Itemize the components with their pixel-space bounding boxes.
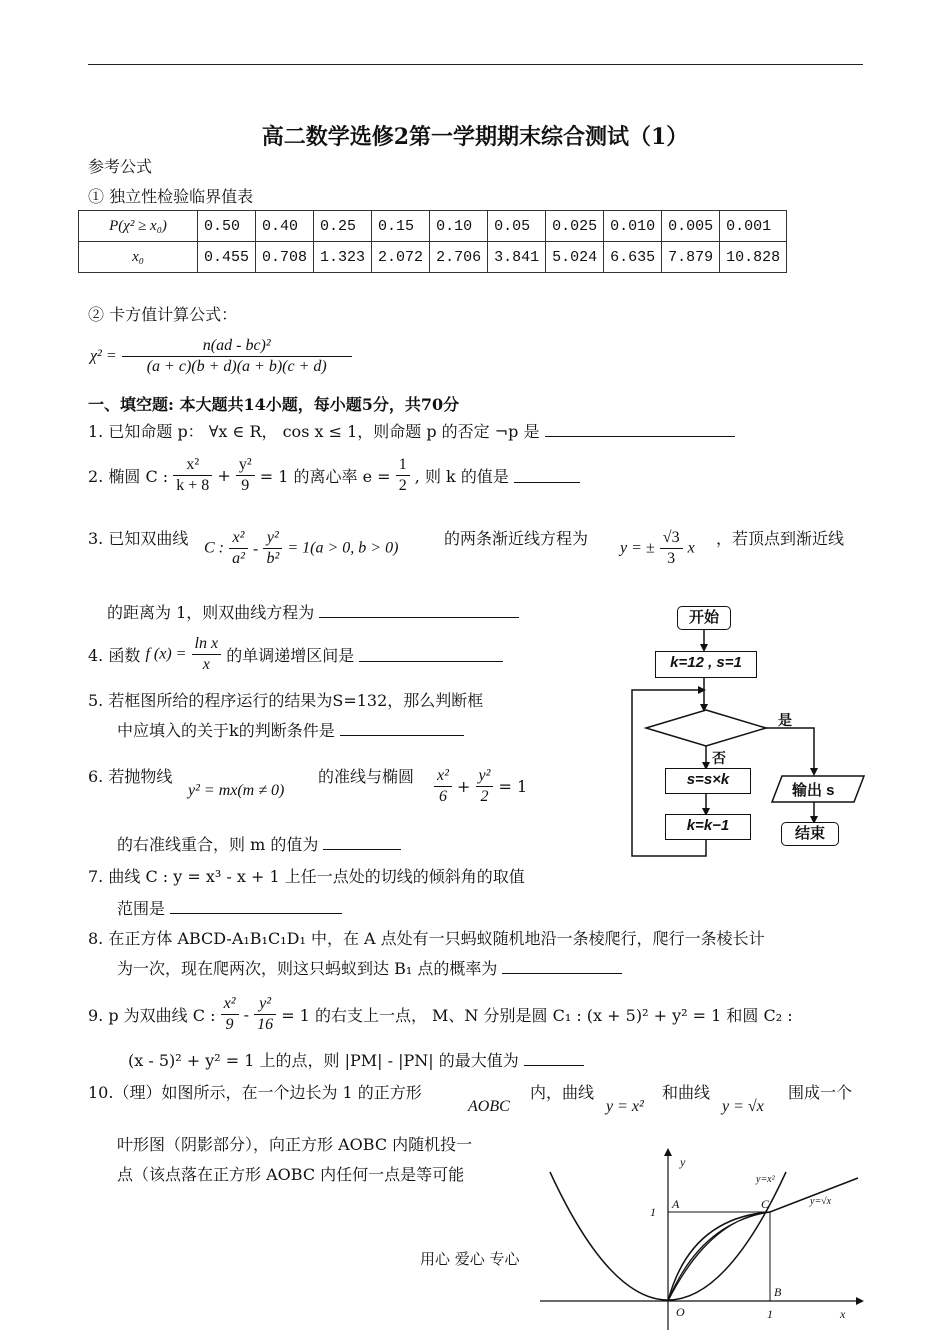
curve-1-eq: y = x² [606, 1098, 644, 1115]
table-cell: 3.841 [488, 242, 546, 273]
answer-blank-2[interactable] [514, 468, 580, 483]
curve-2-eq: y = √x [722, 1098, 764, 1115]
minus-sign: - [252, 539, 259, 558]
graph-point-a: A [672, 1197, 680, 1211]
table-header-x0: x₀ [79, 242, 198, 273]
question-3-prefix: 3. 已知双曲线 [88, 529, 189, 548]
leaf-graph [540, 1148, 870, 1334]
question-6-text: 的准线与椭圆 [318, 767, 415, 786]
fraction [173, 455, 212, 496]
asymptote-eq [620, 528, 695, 569]
table-row [79, 242, 787, 273]
question-5-line2 [117, 720, 464, 742]
numerator: y² [236, 455, 255, 476]
graph-point-c: C [761, 1197, 770, 1211]
formula-lhs: χ² = [90, 347, 117, 365]
numerator: x² [229, 528, 248, 549]
y-axis-arrow [664, 1148, 672, 1156]
numerator: x² [434, 766, 452, 787]
graph-one-x: 1 [767, 1307, 773, 1321]
question-9-text: 9. p 为双曲线 C : [88, 1006, 216, 1025]
question-9-line2 [128, 1050, 584, 1072]
numerator: y² [263, 528, 282, 549]
function-lhs: f (x) = [145, 645, 187, 663]
question-2-text: 2. 椭圆 C : [88, 467, 169, 486]
fraction [229, 528, 248, 569]
denominator: b² [266, 550, 280, 567]
answer-blank-7[interactable] [170, 899, 342, 914]
graph-curve2-label: y=√x [810, 1196, 832, 1207]
table-cell: 0.025 [546, 211, 604, 242]
table-cell: 7.879 [662, 242, 720, 273]
numerator: x² [173, 455, 212, 476]
fraction [192, 634, 222, 675]
question-7-text: 范围是 [117, 899, 166, 918]
table-cell: 1.323 [314, 242, 372, 273]
arrowhead [698, 686, 706, 694]
graph-point-o: O [676, 1305, 685, 1319]
answer-blank-3[interactable] [319, 603, 519, 618]
table-cell: 2.706 [430, 242, 488, 273]
denominator: 16 [257, 1016, 274, 1033]
page-title: 高二数学选修2第一学期期末综合测试（1） [261, 124, 689, 150]
denominator: k + 8 [176, 477, 210, 494]
chi-square-formula [90, 336, 352, 377]
question-2-text: , 则 k 的值是 [414, 467, 509, 486]
fraction [221, 994, 239, 1035]
question-10-text-b: 内，曲线 [530, 1083, 595, 1102]
numerator: x² [221, 994, 239, 1015]
question-7-line2 [117, 898, 342, 920]
table-cell: 0.50 [198, 211, 256, 242]
flow-assign-s: s=s×k [665, 768, 751, 794]
graph-curve1-label: y=x² [756, 1174, 775, 1185]
numerator: ln x [192, 634, 222, 655]
table-cell: 10.828 [720, 242, 787, 273]
shaded-leaf-region [668, 1212, 770, 1301]
question-10-line3: 点（该点落在正方形 AOBC 内任何一点是等可能 [117, 1165, 465, 1184]
question-10-text-a: 10.（理）如图所示，在一个边长为 1 的正方形 [88, 1083, 422, 1102]
table-cell: 0.40 [256, 211, 314, 242]
answer-blank-1[interactable] [545, 422, 735, 437]
question-8-text: 为一次，现在爬两次，则这只蚂蚁到达 B₁ 点的概率为 [117, 959, 498, 978]
table-cell: 6.635 [604, 242, 662, 273]
table-cell: 0.708 [256, 242, 314, 273]
question-2-text: = 1 的离心率 e = [259, 467, 391, 486]
section-heading: 一、填空题: 本大题共14小题，每小题5分，共70分 [88, 395, 460, 414]
flow-end: 结束 [781, 822, 839, 846]
question-6-text-2: 的右准线重合，则 m 的值为 [117, 835, 319, 854]
denominator: 2 [398, 477, 407, 494]
fraction [236, 455, 255, 496]
question-3-text-2: ，若顶点到渐近线 [716, 529, 845, 548]
question-9-text-2: (x - 5)² + y² = 1 上的点，则 |PM| - |PN| 的最大值为 [128, 1051, 519, 1070]
equals-one: = 1 [498, 777, 528, 796]
question-3-line2 [107, 602, 519, 624]
flow-assign-k: k=k−1 [665, 814, 751, 840]
asymptote-lhs: y = ± [620, 539, 655, 557]
fraction [434, 766, 452, 807]
fraction [396, 455, 410, 496]
question-1-text: 1. 已知命题 p： ∀x ∈ R， cos x ≤ 1，则命题 p 的否定 ¬p 是 [88, 422, 540, 441]
reference-item1: ① 独立性检验临界值表 [88, 187, 254, 206]
flow-start: 开始 [677, 606, 731, 630]
condition: = 1(a > 0, b > 0) [287, 539, 399, 557]
table-row [79, 211, 787, 242]
x-axis-arrow [856, 1297, 864, 1305]
denominator: 6 [438, 788, 447, 805]
numerator: y² [476, 766, 494, 787]
question-5-line1: 5. 若框图所给的程序运行的结果为S=132，那么判断框 [88, 691, 484, 710]
graph-y-label: y [680, 1155, 686, 1169]
minus-sign: - [243, 1005, 249, 1024]
graph-one-y: 1 [650, 1205, 656, 1219]
question-3-text-3: 的距离为 1，则双曲线方程为 [107, 603, 315, 622]
answer-blank-8[interactable] [502, 959, 622, 974]
plus-sign: + [217, 466, 231, 485]
question-7-line1: 7. 曲线 C : y = x³ - x + 1 上任一点处的切线的倾斜角的取值 [88, 867, 525, 886]
reference-label: 参考公式 [88, 157, 153, 176]
question-4 [88, 634, 503, 675]
numerator: √3 [660, 528, 683, 549]
question-10-text-c: 和曲线 [662, 1083, 711, 1102]
curve-name: C : [204, 539, 224, 557]
parabola-eq: y² = mx(m ≠ 0) [188, 782, 285, 799]
question-6-prefix: 6. 若抛物线 [88, 767, 173, 786]
flow-no-label: 否 [712, 751, 726, 767]
table-header-p: P(χ² ≥ x₀) [79, 211, 198, 242]
table-cell: 0.05 [488, 211, 546, 242]
graph-x-label: x [840, 1307, 846, 1321]
fraction [263, 528, 282, 569]
question-2 [88, 455, 580, 496]
table-cell: 0.005 [662, 211, 720, 242]
table-cell: 0.010 [604, 211, 662, 242]
answer-blank-9[interactable] [524, 1051, 584, 1066]
question-9-text: = 1 的右支上一点， M、N 分别是圆 C₁ : (x + 5)² + y² = 1 和圆 C₂ : [281, 1006, 793, 1025]
decision-diamond [646, 710, 766, 746]
question-3-equation [204, 528, 398, 569]
denominator: 9 [241, 477, 250, 494]
answer-blank-6[interactable] [323, 835, 401, 850]
formula-numerator: n(ad - bc)² [122, 336, 352, 357]
flow-init: k=12 , s=1 [655, 651, 757, 678]
table-cell: 0.15 [372, 211, 430, 242]
table-cell: 0.001 [720, 211, 787, 242]
denominator: 3 [667, 550, 676, 567]
answer-blank-4[interactable] [359, 647, 503, 662]
question-6-line2 [117, 834, 401, 856]
question-10-text-d: 围成一个 [788, 1083, 853, 1102]
question-3-text: 的两条渐近线方程为 [444, 529, 589, 548]
question-8-line2 [117, 958, 622, 980]
header-rule [88, 64, 863, 65]
ellipse-eq [434, 766, 527, 807]
arrowhead [810, 768, 818, 776]
denominator: a² [232, 550, 245, 567]
table-cell: 0.25 [314, 211, 372, 242]
plus-sign: + [457, 777, 471, 796]
answer-blank-5[interactable] [340, 721, 464, 736]
fraction [254, 994, 276, 1035]
question-8-line1: 8. 在正方体 ABCD-A₁B₁C₁D₁ 中，在 A 点处有一只蚂蚁随机地沿一条棱爬行，爬行一条棱长计 [88, 929, 765, 948]
flow-yes-label: 是 [778, 713, 792, 729]
numerator: 1 [396, 455, 410, 476]
table-cell: 2.072 [372, 242, 430, 273]
flow-output: 输出 s [792, 782, 835, 799]
square-name: AOBC [468, 1098, 510, 1115]
formula-fraction [122, 336, 352, 377]
table-cell: 0.10 [430, 211, 488, 242]
graph-point-b: B [774, 1285, 782, 1299]
denominator: 9 [225, 1016, 234, 1033]
question-4-text: 4. 函数 [88, 646, 141, 665]
reference-item2: ② 卡方值计算公式： [88, 305, 238, 324]
yes-branch-line [766, 728, 814, 774]
formula-denominator: (a + c)(b + d)(a + b)(c + d) [146, 358, 327, 375]
question-9-line1 [88, 994, 793, 1035]
numerator: y² [254, 994, 276, 1015]
denominator: 2 [480, 788, 489, 805]
table-cell: 5.024 [546, 242, 604, 273]
fraction [476, 766, 494, 807]
question-5-text: 中应填入的关于k的判断条件是 [117, 721, 335, 740]
question-1 [88, 421, 735, 443]
denominator: x [202, 656, 210, 673]
critical-value-table [78, 210, 787, 273]
table-cell: 0.455 [198, 242, 256, 273]
question-4-text: 的单调递增区间是 [226, 646, 355, 665]
question-10-line2: 叶形图（阴影部分），向正方形 AOBC 内随机投一 [117, 1135, 473, 1154]
page-footer: 用心 爱心 专心 [420, 1250, 520, 1268]
asymptote-x: x [687, 539, 695, 557]
fraction [660, 528, 683, 569]
